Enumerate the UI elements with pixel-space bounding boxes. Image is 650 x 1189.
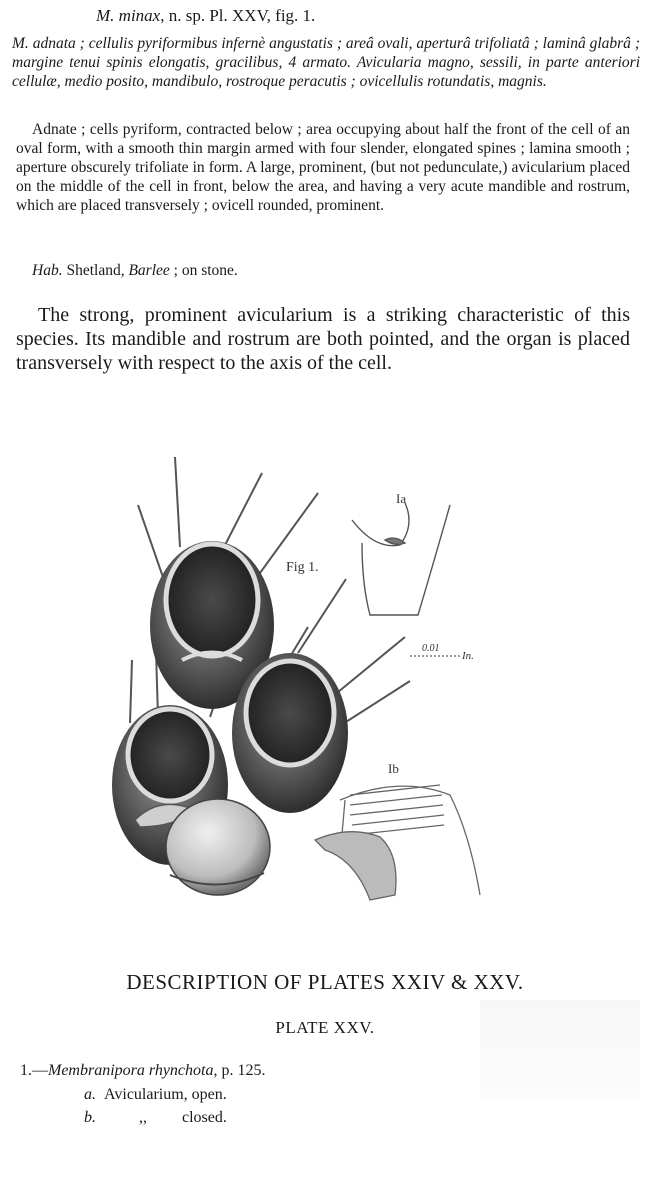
item-1a-letter: a. bbox=[84, 1086, 96, 1103]
figure-1a-label: Ia bbox=[396, 491, 407, 506]
item-1b-letter: b. bbox=[84, 1109, 96, 1126]
figure-1a bbox=[352, 503, 450, 615]
habitat-line bbox=[32, 262, 238, 280]
item-1b-text: closed. bbox=[182, 1109, 227, 1126]
figure-1b bbox=[315, 785, 480, 900]
habitat-label: Hab. bbox=[32, 262, 63, 279]
plate-number: PLATE XXV. bbox=[275, 1018, 375, 1037]
plate-illustration bbox=[100, 455, 500, 930]
scale-unit: In. bbox=[462, 650, 474, 662]
species-heading bbox=[96, 6, 315, 26]
species-remark: The strong, prominent avicularium is a striking characteristic of this species. Its mandible and rostrum are both pointed, and the organ is placed transversely with respect to the axis of the cell. bbox=[16, 304, 630, 374]
figure-1b-label: Ib bbox=[388, 761, 399, 776]
english-description: Adnate ; cells pyriform, contracted below ; area occupying about half the front of the cell of an oval form, with a smooth thin margin armed with four slender, elongated spines ; lamina smooth ; aperture obscurely trifoliate in form. A large, prominent, (but not pedunculate,) avicularium placed on the middle of the cell in front, below the area, and having a very acute mandible and rostrum, which are placed transversely ; ovicell rounded, prominent. bbox=[16, 121, 630, 214]
item-number: 1.— bbox=[20, 1062, 48, 1079]
item-1a-text: Avicularium, open. bbox=[104, 1086, 227, 1103]
item-species: Membranipora rhynchota bbox=[48, 1062, 214, 1079]
plate-item-1b bbox=[84, 1109, 227, 1127]
plates-description-title: DESCRIPTION OF PLATES XXIV & XXV. bbox=[126, 970, 524, 994]
plate-item-1a bbox=[84, 1086, 227, 1104]
scale-value: 0.01 bbox=[422, 643, 440, 654]
zooid-right bbox=[232, 653, 348, 813]
figure-label: Fig 1. bbox=[286, 560, 319, 575]
item-1b-ditto: ,, bbox=[139, 1109, 147, 1126]
ovicell bbox=[166, 799, 270, 895]
species-name: M. minax bbox=[96, 6, 161, 25]
plate-item-1 bbox=[20, 1062, 265, 1080]
habitat-collector: Barlee bbox=[128, 262, 170, 279]
habitat-substrate: ; on stone. bbox=[169, 262, 238, 279]
item-page: , p. 125. bbox=[213, 1062, 266, 1079]
species-reference: , n. sp. Pl. XXV, fig. 1. bbox=[160, 6, 316, 25]
bleed-through-shadow bbox=[480, 1000, 640, 1100]
habitat-place: Shetland, bbox=[62, 262, 129, 279]
latin-diagnosis: M. adnata ; cellulis pyriformibus infernè angustatis ; areâ ovali, aperturâ trifoliatâ ; laminâ glabrâ ; margine tenui spinis elongatis, gracilibus, 4 armato. Avicularia magno, sessili, in parte anteriori cellulæ, medio posito, mandibulo, rostroque peracutis ; ovicellulis rotundatis, magnis. bbox=[12, 35, 640, 90]
